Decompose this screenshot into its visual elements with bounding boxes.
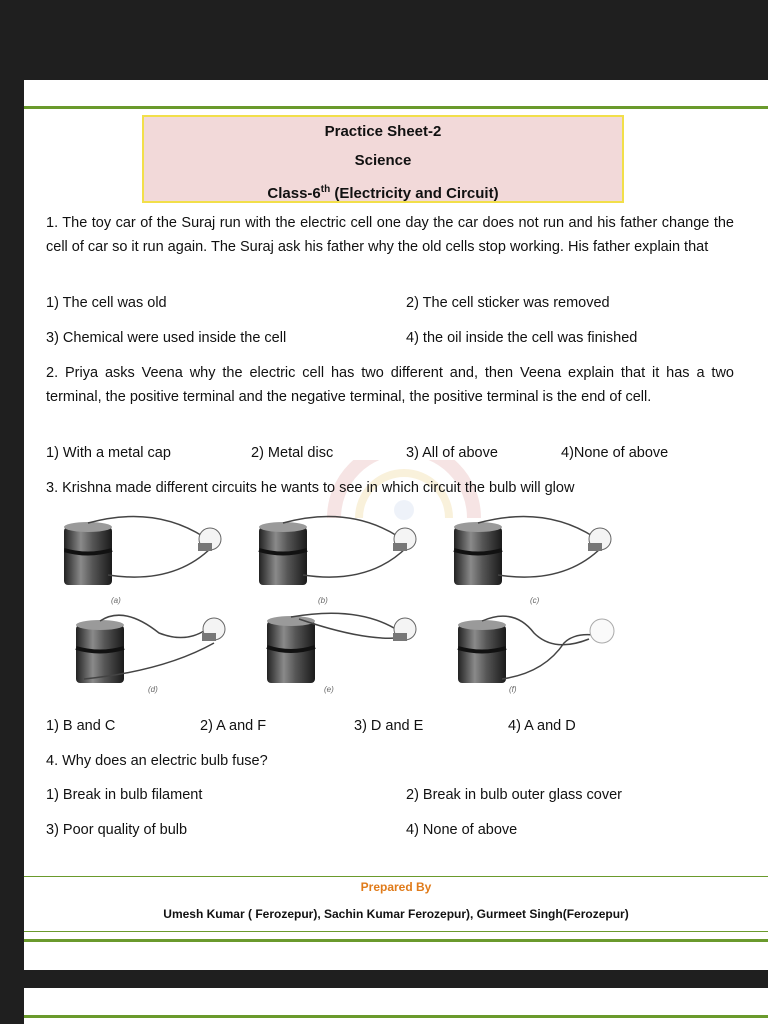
- q4-option-2: 2) Break in bulb outer glass cover: [406, 787, 622, 803]
- circuit-diagrams: [64, 515, 634, 700]
- question-4-text: 4. Why does an electric bulb fuse?: [46, 753, 268, 769]
- circuit-a: [64, 517, 221, 585]
- worksheet-page: [24, 80, 768, 970]
- question-1-text: 1. The toy car of the Suraj run with the electric cell one day the car does not run and his father change the cell of car so it run again. The Suraj ask his father why the old cells stop working. His father explain that: [46, 215, 734, 255]
- q2-option-4: 4)None of above: [561, 445, 669, 461]
- q2-option-1: 1) With a metal cap: [46, 445, 171, 461]
- authors-line: Umesh Kumar ( Ferozepur), Sachin Kumar Ferozepur), Gurmeet Singh(Ferozepur): [163, 907, 629, 921]
- circuit-label-a: (a): [111, 596, 121, 605]
- circuit-label-f: (f): [509, 685, 517, 694]
- circuit-label-b: (b): [318, 596, 328, 605]
- q3-option-4: 4) A and D: [508, 718, 576, 734]
- footer-top-rule: [24, 876, 768, 877]
- q4-option-1: 1) Break in bulb filament: [46, 787, 203, 803]
- circuit-label-c: (c): [530, 596, 540, 605]
- top-rule: [24, 106, 768, 109]
- subject-title: Science: [354, 152, 412, 169]
- q4-option-4: 4) None of above: [406, 822, 518, 838]
- circuit-d: [76, 615, 225, 683]
- class-title: Class-6th (Electricity and Circuit): [267, 184, 499, 202]
- circuit-b: [259, 517, 416, 585]
- circuit-c: [454, 517, 611, 585]
- footer-rule-1: [24, 931, 768, 932]
- circuit-f: [458, 616, 614, 683]
- q3-option-2: 2) A and F: [200, 718, 267, 734]
- next-page-top-rule: [24, 1015, 768, 1018]
- q3-option-3: 3) D and E: [354, 718, 424, 734]
- question-2-text: 2. Priya asks Veena why the electric cell has two different and, then Veena explain that it has a two terminal, the positive terminal and the negative terminal, the positive terminal is the end of cell.: [46, 365, 734, 405]
- prepared-by-label: Prepared By: [360, 880, 432, 894]
- title-box: [142, 115, 624, 203]
- circuit-e: [267, 613, 416, 683]
- q1-option-4: 4) the oil inside the cell was finished: [406, 330, 638, 346]
- circuit-label-d: (d): [148, 685, 158, 694]
- q2-option-3: 3) All of above: [406, 445, 498, 461]
- q2-option-2: 2) Metal disc: [251, 445, 334, 461]
- sheet-title: Practice Sheet-2: [324, 123, 442, 140]
- next-page-strip: [24, 988, 768, 1024]
- question-3-text: 3. Krishna made different circuits he wants to see in which circuit the bulb will glow: [46, 480, 575, 496]
- q3-option-1: 1) B and C: [46, 718, 116, 734]
- q4-option-3: 3) Poor quality of bulb: [46, 822, 188, 838]
- circuit-label-e: (e): [324, 685, 334, 694]
- footer-rule-2: [24, 939, 768, 942]
- q1-option-3: 3) Chemical were used inside the cell: [46, 330, 287, 346]
- q1-option-2: 2) The cell sticker was removed: [406, 295, 610, 311]
- q1-option-1: 1) The cell was old: [46, 295, 167, 311]
